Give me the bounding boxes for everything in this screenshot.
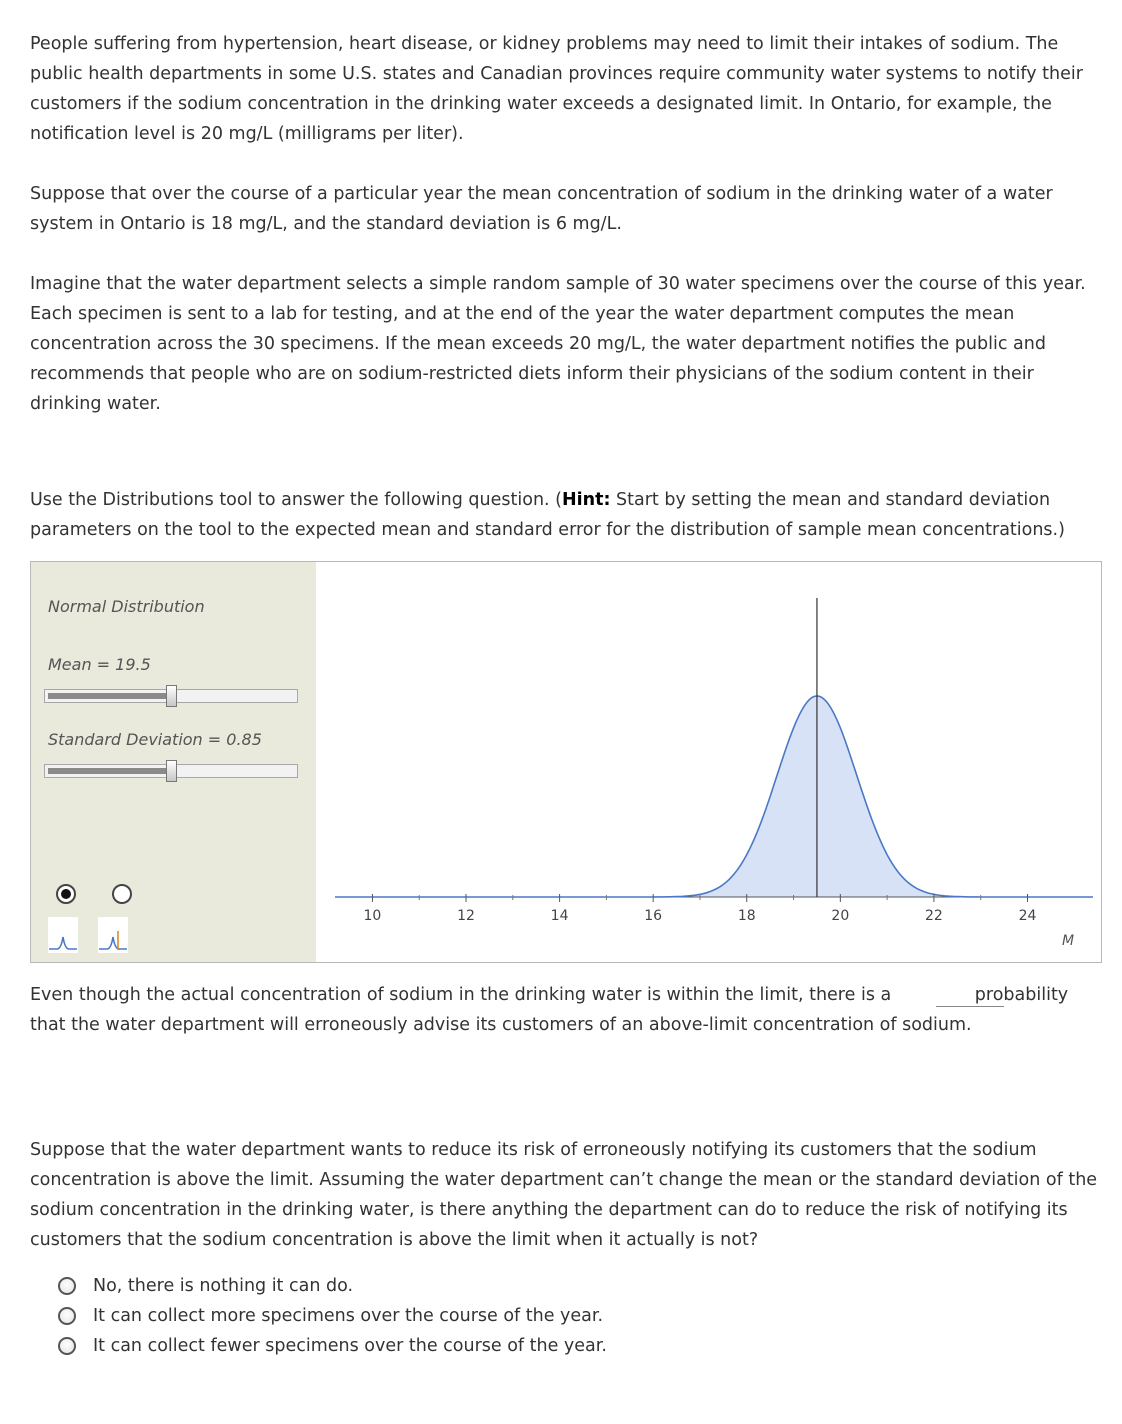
x-tick-label: 14 xyxy=(550,908,569,924)
question-1-text-before: Even though the actual concentration of sodium in the drinking water is within the limit, there is a xyxy=(30,985,892,1005)
question-2-text: Suppose that the water department wants to reduce its risk of erroneously notifying its customers that the sodium concentration is above the limit. Assuming the water department can’t change the mean or the standard deviation of the sodium concentration in the drinking water, is there anything the department can do to reduce the risk of notifying its customers that the sodium concentration is above the limit when it actually is not? xyxy=(30,1140,1098,1250)
hint-label: Hint: xyxy=(562,490,611,510)
x-tick-label: 16 xyxy=(644,908,663,924)
probability-answer-blank[interactable] xyxy=(936,1006,1004,1007)
intro-paragraph-1: People suffering from hypertension, heart disease, or kidney problems may need to limit their intakes of sodium. The public health departments in some U.S. states and Canadian provinces require community water systems to notify their customers if the sodium concentration in the drinking water exceeds a designated limit. In Ontario, for example, the notification level is 20 mg/L (milligrams per liter). xyxy=(30,34,1083,144)
x-tick-label: 24 xyxy=(1018,908,1037,924)
mean-slider-thumb[interactable] xyxy=(166,685,177,707)
distribution-title: Normal Distribution xyxy=(48,597,205,616)
option-fewer-specimens[interactable] xyxy=(58,1331,758,1361)
distribution-area xyxy=(335,696,1093,897)
instruction-text: Use the Distributions tool to answer the following question. ( xyxy=(30,490,562,510)
intro-paragraph-3: Imagine that the water department selects a simple random sample of 30 water specimens over the course of this year. Each specimen is sent to a lab for testing, and at the end of the year the water department computes the mean concentration across the 30 specimens. If the mean exceeds 20 mg/L, the water department notifies the public and recommends that people who are on sodium-restricted diets inform their physicians of the sodium content in their drinking water. xyxy=(30,274,1086,414)
x-tick-label: 12 xyxy=(457,908,475,924)
hint-text: Start by setting the mean and standard deviation parameters on the tool to the expected mean and standard error for the distribution of sample mean concentrations.) xyxy=(30,490,1065,540)
option-more-specimens[interactable] xyxy=(58,1301,758,1331)
sd-label: Standard Deviation = 0.85 xyxy=(48,730,262,749)
sd-slider-thumb[interactable] xyxy=(166,760,177,782)
sd-slider[interactable] xyxy=(44,764,298,778)
x-axis-label: M xyxy=(1061,933,1075,949)
question-1-text-after: probability that the water department will erroneously advise its customers of an above-limit concentration of sodium. xyxy=(30,985,1069,1035)
x-tick-label: 20 xyxy=(831,908,850,924)
option-label: No, there is nothing it can do. xyxy=(93,1276,354,1296)
option-label: It can collect fewer specimens over the course of the year. xyxy=(93,1336,607,1356)
radio-button[interactable] xyxy=(58,1337,76,1355)
radio-button[interactable] xyxy=(58,1307,76,1325)
distributions-tool xyxy=(30,561,1102,963)
x-tick-label: 18 xyxy=(737,908,756,924)
option-label: It can collect more specimens over the course of the year. xyxy=(93,1306,604,1326)
x-tick-label: 10 xyxy=(363,908,382,924)
normal-curve-icon[interactable] xyxy=(48,917,78,953)
tool-control-panel xyxy=(31,562,316,962)
distribution-curve xyxy=(335,696,1093,897)
distribution-chart xyxy=(317,562,1101,962)
x-tick-label: 22 xyxy=(924,908,943,924)
question-1 xyxy=(30,980,1105,1040)
option-nothing[interactable] xyxy=(58,1271,758,1301)
sd-slider-fill xyxy=(48,768,170,774)
mean-slider-fill xyxy=(48,693,170,699)
instruction-paragraph xyxy=(30,485,1105,545)
intro-paragraph-2: Suppose that over the course of a particular year the mean concentration of sodium in the drinking water of a water system in Ontario is 18 mg/L, and the standard deviation is 6 mg/L. xyxy=(30,184,1053,234)
mean-slider[interactable] xyxy=(44,689,298,703)
mode-radio-cutoff[interactable] xyxy=(112,884,132,904)
mean-label: Mean = 19.5 xyxy=(48,655,151,674)
radio-button[interactable] xyxy=(58,1277,76,1295)
normal-curve-with-cutoff-icon[interactable] xyxy=(98,917,128,953)
mode-radio-curve[interactable] xyxy=(56,884,76,904)
